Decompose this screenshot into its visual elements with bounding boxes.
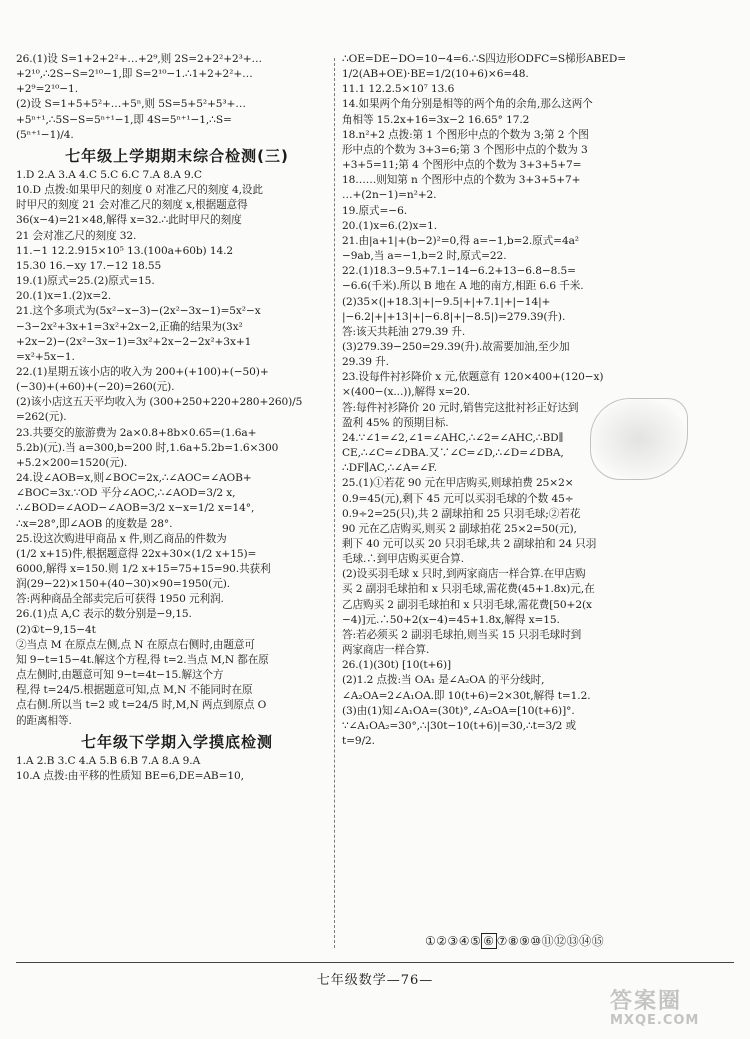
answer-line: 19.(1)原式=25.(2)原式=15. xyxy=(16,275,155,288)
circled-selected: ⑥ xyxy=(483,934,495,948)
answer-line: 15.30 16.−xy 17.−12 18.55 xyxy=(16,259,162,272)
answer-line: (2)设 S=1+5+5²+…+5ⁿ,则 5S=5+5²+5³+… xyxy=(16,98,246,111)
handwritten-smudge xyxy=(590,398,688,480)
answer-line: ②当点 M 在原点左侧,点 N 在原点右侧时,由题意可 xyxy=(16,638,255,651)
answer-line: +5.2×200=1520(元). xyxy=(16,456,128,469)
answer-line: 24.∵∠1=∠2,∠1=∠AHC,∴∠2=∠AHC,∴BD∥ xyxy=(342,431,564,444)
page-footer: 七年级数学—76— xyxy=(316,973,434,988)
answer-line: 21 会对准乙尺的刻度 32. xyxy=(16,229,137,242)
answer-line: 润(29−22)×150+(40−30)×90=1950(元). xyxy=(16,578,230,591)
answer-line: −9ab,当 a=−1,b=2 时,原式=22. xyxy=(342,250,507,263)
answer-line: 程,得 t=24/5.根据题意可知,点 M,N 不能同时在原 xyxy=(16,684,253,697)
answer-line: 0.9=45(元),剩下 45 元可以买羽毛球的个数 45÷ xyxy=(342,492,574,505)
watermark-en: MXQE.COM xyxy=(610,1013,700,1028)
answer-line: (2)设买羽毛球 x 只时,到两家商店一样合算.在甲店购 xyxy=(342,568,586,581)
section-title: 七年级上学期期末综合检测(三) xyxy=(65,146,289,165)
answer-line: ∠A₂OA=2∠A₁OA.即 10(t+6)=2×30t,解得 t=1.2. xyxy=(342,689,591,702)
answer-line: 答:该天共耗油 279.39 升. xyxy=(342,325,466,338)
answer-line: 19.原式=−6. xyxy=(342,204,407,217)
answer-line: t=9/2. xyxy=(342,735,375,748)
answer-line: 角相等 15.2x+16=3x−2 16.65° 17.2 xyxy=(342,113,530,126)
answer-line: +2⁹=2¹⁰−1. xyxy=(16,83,78,96)
answer-line: ∴OE=DE−DO=10−4=6.∴S四边形ODFC=S梯形ABED= xyxy=(342,53,627,65)
circled-after: ⑦⑧⑨⑩⑪⑫⑬⑭⑮ xyxy=(496,934,605,948)
answer-line: 18.n²+2 点拨:第 1 个图形中点的个数为 3;第 2 个图 xyxy=(342,128,589,141)
answer-line: 14.如果两个角分别是相等的两个角的余角,那么这两个 xyxy=(342,98,593,111)
answer-line: 18……则知第 n 个图形中点的个数为 3+3+5+7+ xyxy=(342,174,581,187)
answer-line: (2)①t−9,15−4t xyxy=(16,623,96,636)
answer-line: ∠BOC=3x.∵OD 平分∠AOC,∴∠AOD=3/2 x, xyxy=(16,487,236,500)
answer-line: 6000,解得 x=150.则 1/2 x+15=75+15=90.共获利 xyxy=(16,563,271,575)
answer-line: 20.(1)x=6.(2)x=1. xyxy=(342,219,438,232)
answer-line: =262(元). xyxy=(16,411,67,424)
answer-line: 盈利 45% 的预期目标. xyxy=(342,416,449,429)
answer-line: (1/2 x+15)件,根据题意得 22x+30×(1/2 x+15)= xyxy=(16,547,257,560)
answer-line: 毛球.∴到甲店购买更合算. xyxy=(342,553,464,566)
answer-line: +3+5=11;第 4 个图形中点的个数为 3+3+5+7= xyxy=(342,159,582,172)
answer-line: −4)]元.∴50+2(x−4)=45+1.8x,解得 x=15. xyxy=(342,613,560,626)
answer-line: 26.(1)(30t) [10(t+6)] xyxy=(342,659,452,672)
answer-line: (2)35×(|+18.3|+|−9.5|+|+7.1|+|−14|+ xyxy=(342,295,551,308)
answer-line: 22.(1)星期五该小店的收入为 200+(+100)+(−50)+ xyxy=(16,365,269,378)
section-title: 七年级下学期入学摸底检测 xyxy=(80,732,273,751)
answer-line: ∴x=28°,即∠AOB 的度数是 28°. xyxy=(16,517,173,530)
site-watermark xyxy=(610,984,740,1034)
answer-line: (3)279.39−250=29.39(升).故需要加油,至少加 xyxy=(342,340,570,353)
answer-line: 知 9−t=15−4t.解这个方程,得 t=2.当点 M,N 都在原 xyxy=(16,653,269,666)
answer-line: 21.这个多项式为(5x²−x−3)−(2x²−3x−1)=5x²−x xyxy=(16,305,261,318)
answer-line: +2x−2)−(2x²−3x−1)=3x²+2x−2−2x²+3x+1 xyxy=(16,335,252,348)
answer-line: (3)由(1)知∠A₁OA=(30t)°,∠A₂OA=[10(t+6)]°. xyxy=(342,704,575,717)
answer-line: 的距离相等. xyxy=(16,714,72,727)
answer-line: 29.39 升. xyxy=(342,356,389,369)
footer-rule xyxy=(16,962,734,988)
answer-line: 26.(1)点 A,C 表示的数分别是−9,15. xyxy=(16,608,192,621)
answer-line: ∴∠BOD=∠AOD−∠AOB=3/2 x−x=1/2 x=14°, xyxy=(16,502,255,515)
answer-line: 20.(1)x=1.(2)x=2. xyxy=(16,290,112,303)
answer-line: (5ⁿ⁺¹−1)/4. xyxy=(16,128,74,141)
left-column xyxy=(16,52,338,784)
answer-line: 11.−1 12.2.915×10⁵ 13.(100a+60b) 14.2 xyxy=(16,244,234,257)
answer-line: 36(x−4)=21×48,解得 x=32.∴此时甲尺的刻度 xyxy=(16,214,242,227)
answer-line: 25.(1)①若花 90 元在甲店购买,则球拍费 25×2× xyxy=(342,477,574,490)
answer-line: |−6.2|+|+13|+|−6.8|+|−8.5|)=279.39(升). xyxy=(342,310,566,323)
answer-line: 23.共要交的旅游费为 2a×0.8+8b×0.65=(1.6a+ xyxy=(16,426,257,439)
answer-line: 答:两种商品全部卖完后可获得 1950 元利润. xyxy=(16,593,224,606)
answer-line: 26.(1)设 S=1+2+2²+…+2⁹,则 2S=2+2²+2³+… xyxy=(16,53,263,65)
answer-line: +5ⁿ⁺¹,∴5S−S=5ⁿ⁺¹−1,即 4S=5ⁿ⁺¹−1,∴S= xyxy=(16,113,232,126)
answer-line: 两家商店一样合算. xyxy=(342,644,430,657)
answer-line: 25.设这次购进甲商品 x 件,则乙商品的件数为 xyxy=(16,532,227,545)
answer-line: 11.1 12.2.5×10⁷ 13.6 xyxy=(342,83,455,96)
answer-line: 答:每件衬衫降价 20 元时,销售完这批衬衫正好达到 xyxy=(342,401,579,414)
answer-line: −3−2x²+3x+1=3x²+2x−2,正确的结果为(3x² xyxy=(16,320,243,333)
answer-line: (2)该小店这五天平均收入为 (300+250+220+280+260)/5 xyxy=(16,396,303,409)
answer-line: (−30)+(+60)+(−20)=260(元). xyxy=(16,381,175,394)
answer-line: 乙店购买 2 副羽毛球拍和 x 只羽毛球,需花费[50+2(x xyxy=(342,598,592,611)
answer-line: 1/2(AB+OE)·BE=1/2(10+6)×6=48. xyxy=(342,68,529,81)
answer-line: 90 元在乙店购买,则买 2 副球拍花 25×2=50(元), xyxy=(342,522,577,535)
answer-line: 点左侧时,由题意可知 9−t=4t−15.解这个方 xyxy=(16,669,224,682)
answer-line: (2)1.2 点拨:当 OA₁ 是∠A₂OA 的平分线时, xyxy=(342,674,545,687)
answer-line: +2¹⁰,∴2S−S=2¹⁰−1,即 S=2¹⁰−1.∴1+2+2²+… xyxy=(16,68,253,81)
answer-line: …+(2n−1)=n²+2. xyxy=(342,189,437,202)
watermark-cn: 答案圈 xyxy=(610,989,683,1014)
column-divider xyxy=(334,58,335,948)
page-index-circles xyxy=(425,932,604,949)
circled-before: ①②③④⑤ xyxy=(425,934,482,948)
answer-line: ×(400−(x...)),解得 x=20. xyxy=(342,386,471,399)
answer-line: 24.设∠AOB=x,则∠BOC=2x,∴∠AOC=∠AOB+ xyxy=(16,472,252,485)
answer-line: 10.A 点拨:由平移的性质知 BE=6,DE=AB=10, xyxy=(16,769,244,782)
answer-line: 时甲尺的刻度 21 会对准乙尺的刻度 x,根据题意得 xyxy=(16,199,248,212)
answer-line: 答:若必须买 2 副羽毛球拍,则当买 15 只羽毛球时到 xyxy=(342,628,582,641)
answer-line: CE,∴∠C=∠DBA.又∵∠C=∠D,∴∠D=∠DBA, xyxy=(342,447,564,460)
answer-line: 形中点的个数为 3+3=6;第 3 个图形中点的个数为 3 xyxy=(342,143,588,156)
answer-line: −6.6(千米).所以 B 地在 A 地的南方,相距 6.6 千米. xyxy=(342,280,584,293)
answer-line: 点右侧.所以当 t=2 或 t=24/5 时,M,N 两点到原点 O xyxy=(16,699,267,712)
answer-line: 10.D 点拨:如果甲尺的刻度 0 对准乙尺的刻度 4,设此 xyxy=(16,184,263,197)
answer-line: 5.2b)(元).当 a=300,b=200 时,1.6a+5.2b=1.6×300 xyxy=(16,441,279,454)
answer-line: 21.由|a+1|+(b−2)²=0,得 a=−1,b=2.原式=4a² xyxy=(342,234,579,247)
answer-line: 1.A 2.B 3.C 4.A 5.B 6.B 7.A 8.A 9.A xyxy=(16,754,201,767)
answer-line: 23.设每件衬衫降价 x 元,依题意有 120×400+(120−x) xyxy=(342,371,604,384)
answer-line: 剩下 40 元可以买 20 只羽毛球,共 2 副球拍和 24 只羽 xyxy=(342,538,597,550)
answer-line: 22.(1)18.3−9.5+7.1−14−6.2+13−6.8−8.5= xyxy=(342,265,576,278)
answer-line: 0.9÷2=25(只),共 2 副球拍和 25 只羽毛球;②若花 xyxy=(342,507,581,520)
answer-line: ∴DF∥AC,∴∠A=∠F. xyxy=(342,462,437,475)
answer-line: 1.D 2.A 3.A 4.C 5.C 6.C 7.A 8.A 9.C xyxy=(16,168,202,181)
answer-line: 买 2 副羽毛球拍和 x 只羽毛球,需花费(45+1.8x)元,在 xyxy=(342,583,595,596)
answer-line: ∵∠A₁OA₂=30°,∴|30t−10(t+6)|=30,∴t=3/2 或 xyxy=(342,719,577,732)
answer-line: =x²+5x−1. xyxy=(16,350,75,363)
